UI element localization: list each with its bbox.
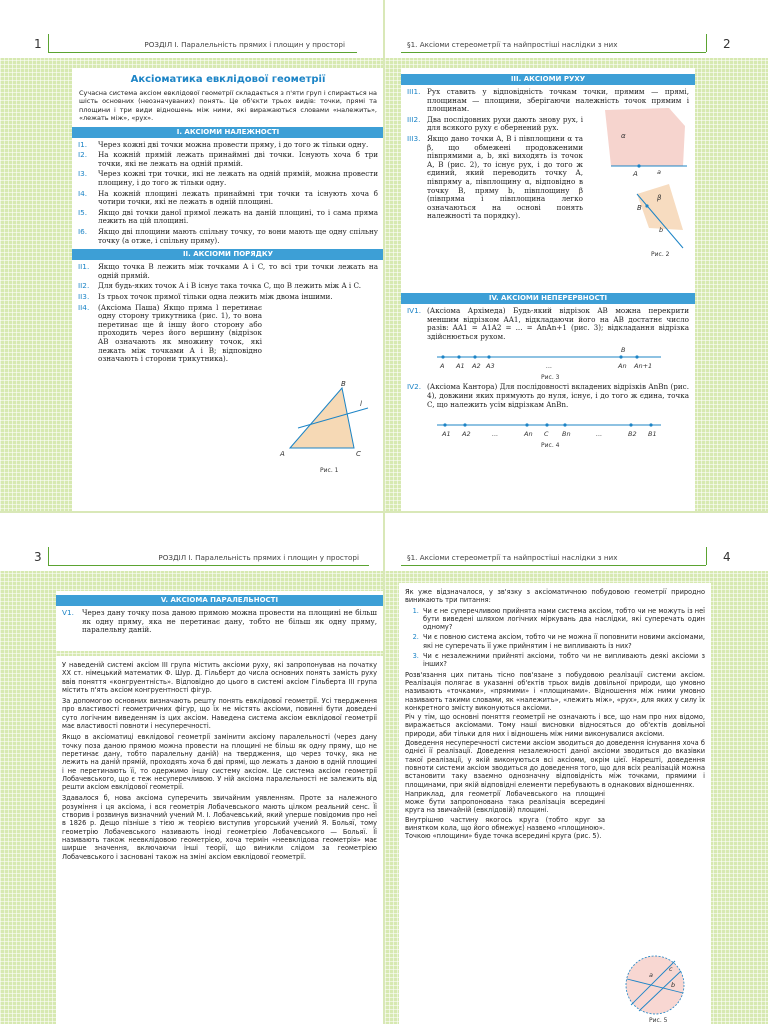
point-mark [649,424,652,427]
point-mark [463,424,466,427]
page-4 [385,513,768,1024]
fig5-label-c: c [669,965,673,973]
axiom-v1 [56,609,383,635]
paragraph: Внутрішню частину якогось круга (тобто круг за винятком кола, що його обмежує) назвемо «площиною». Точкою «площини» буде точка всередині круга (рис. 5). [405,815,605,841]
axiom-item [72,304,268,364]
point-mark [629,424,632,427]
question-item: 3. Чи є незалежними прийняті аксіоми, тобто чи не випливають деякі аксіоми з інших? [421,652,705,669]
point-label: A [440,362,445,371]
fig2-label-b-ray: b [659,226,664,234]
axiom-item [72,151,383,168]
page-header [385,513,768,571]
axiom-label: II4. [78,302,90,312]
point-label: ... [596,430,603,439]
page-number: 2 [723,37,731,51]
axiom-text: На кожній площині лежать принаймні три точки та існують хоча б чотири точки, які не лежать в одній площині. [98,188,378,207]
fig2-label-b: B [637,204,642,212]
page-header [0,0,383,58]
page-number: 3 [34,550,42,564]
page-number: 4 [723,550,731,564]
axiom-text: Із трьох точок прямої тільки одна лежить між двома іншими. [98,291,333,301]
point-label: C [544,430,549,439]
paragraph: Здавалося б, нова аксіома суперечить звичайним уявленням. Проте за належного розуміння і ця аксіома, і вся геометрія Лобачевського мають цілком реальний сенс. Її створив і розвинув визначний учений М. І. Лобачевський, який уперше повідомив про неї в 1826 р. Дещо пізніше з тією ж теорією виступив угорський учений Я. Больяї, тому геометрію Лобачевського називають іноді геометрією Лобачевського — Больяї. Її називають також неевклідовою геометрією, хоча термін «неевклідова геометрія» має ширше значення, включаючи інші теорії, що виникли слідом за геометрією Лобачевського і засновані також на зміні аксіом евклідової геометрії. [62,794,377,861]
figure-4 [431,411,671,449]
axiom-item [72,170,383,187]
fig1-label-a: A [280,450,285,458]
axiom-label: III3. [407,133,421,143]
question-item: 2. Чи є повною система аксіом, тобто чи не можна її поповнити новими аксіомами, які не суперечать її уже прийнятим і не випливають із них? [421,633,705,650]
axiom-text: (Аксіома Кантора) Для послідовності вкладених відрізків AnBn (рис. 4), довжини яких прямують до нуля, існує, і до того ж єдина, точка C, що належить усім відрізкам AnBn. [427,382,689,409]
axiom-item [401,307,695,341]
paragraph: Якщо в аксіоматиці евклідової геометрії замінити аксіому паралельності (через дану точку поза даною прямою можна провести на площині не більш як одну пряму, що не перетинає дану, тобто паралельну даній) на твердження, що через точку, яка не лежить на даній прямій, проходять хоча б дві прямі, що лежать з даною в одній площині і не перетинають її, то одержимо іншу систему аксіом. Це система аксіом геометрії Лобачевського, що є теж несуперечливою. У ній аксіома паралельності не залежить від решти аксіом евклідової геометрії. [62,733,377,792]
header-title: §1. Аксіоми стереометрії та найпростіші наслідки з них [407,40,618,49]
point-label-b: B [621,346,626,355]
figure-5 [609,955,705,1023]
axiom-text: Якщо дано точки A, B і півплощини α та β, що обмежені продовженими півпрямими a, b, які виходять із точок A, B (рис. 2), то існує рух, і до того ж єдиний, який переводить точку A, півпряму a, півплощину α, відповідно в точку B, пряму b, півплощину β (півпряма і півплощина легко означаються на основі понять належності та порядку). [427,133,583,221]
point-label: An [618,362,627,371]
axiom-item [72,228,383,245]
axiom-text: (Аксіома Архімеда) Будь-який відрізок AB можна перекрити меншим відрізком AA1, відкладаючи його на AB достатнє число разів: AA1 = A1A2 = ... = AnAn+1 (рис. 3); відкладання відрізка здійснюється рухом. [427,306,689,341]
header-title: §1. Аксіоми стереометрії та найпростіші наслідки з них [407,553,618,562]
axiom-text: Якщо точка B лежить між точками A і C, то всі три точки лежать на одній прямій. [98,262,378,280]
point-mark [441,356,444,359]
figure-caption: Рис. 3 [541,374,560,382]
paragraph: У наведеній системі аксіом III група містить аксіоми руху, які запропонував на початку XX ст. німецький математик Ф. Шур. Д. Гільберт до числа основних понять замість руху ввів поняття «конгруентність». Відповідно до цього в системі аксіом Гільберта III група містить п'ять аксіом конгруентності фігур. [62,661,377,694]
axiom-item [401,135,589,221]
point-mark [619,356,622,359]
content-box [72,68,383,511]
axiom-text: На кожній прямій лежать принаймні дві точки. Існують хоча б три точки, які не лежать на одній прямій. [98,150,378,168]
point-label: A3 [486,362,495,371]
text-box [56,656,383,1024]
section-bar: IV. АКСІОМИ НЕПЕРЕРВНОСТІ [401,293,695,304]
axiom-label: I6. [78,226,88,236]
axiom-text: Через кожні дві точки можна провести пряму, і до того ж тільки одну. [98,139,369,149]
axiom-text: Якщо дві точки даної прямої лежать на даній площині, то і сама пряма лежить на цій площині. [98,207,378,226]
axiom-item [72,293,383,302]
figure-caption: Рис. 4 [541,442,560,450]
axiom-label: II2. [78,281,90,291]
axiom-label: III2. [407,114,421,124]
fig1-label-l: l [360,400,362,408]
point-mark [563,424,566,427]
fig1-label-c: C [356,450,361,458]
axiom-label: IV2. [407,382,422,392]
axiom-label: I3. [78,169,88,179]
axiom-item [72,141,383,150]
page-1 [0,0,383,511]
axiom-item [72,263,383,280]
axiom-box [56,591,383,651]
text-box [399,583,711,1024]
point-label: A2 [472,362,481,371]
axiom-item [72,209,383,226]
paragraph: За допомогою основних визначають решту понять евклідової геометрії. Усі твердження про властивості геометричних фігур, що їх не містять аксіоми, повинні бути доведені суто логічним виведенням із цих аксіом. Наведена система аксіом евклідової геометрії має властивості повноти і несуперечності. [62,697,377,731]
page-header [385,0,768,58]
point-label: B2 [628,430,637,439]
point-mark [473,356,476,359]
figure-3 [431,343,671,383]
axiom-label: I4. [78,188,88,198]
axiom-text: Два послідовних рухи дають знову рух, і для всякого руху є обернений рух. [427,114,583,133]
axiom-item [401,383,695,409]
section-bar: II. АКСІОМИ ПОРЯДКУ [72,249,383,260]
axiom-item [72,190,383,207]
paragraph: Наприклад, для геометрії Лобачевського на площині може бути запропонована така реалізація всередині круга на звичайній (евклідовій) площині. [405,789,605,815]
fig2-beta: β [657,194,662,202]
question-item: 1. Чи є не суперечливою прийнята нами система аксіом, тобто чи не можуть із неї бути виведені шляхом логічних міркувань два наслідки, які суперечать один одному? [421,607,705,632]
intro-text: Сучасна система аксіом евклідової геометрії складається з п'яти груп і спирається на шість основних (неозначуваних) понять. Це об'єкти трьох видів: точки, прямі та площини і три види відношень між ними, які виражаються словами «належить», «лежать між», «рух». [79,89,377,123]
section-bar: I. АКСІОМИ НАЛЕЖНОСТІ [72,127,383,138]
point-mark [487,356,490,359]
axiom-item [72,282,383,291]
point-mark [443,424,446,427]
point-label: A1 [442,430,451,439]
figure-caption: Рис. 2 [651,251,670,258]
page-number: 1 [34,37,42,51]
fig1-label-b: B [341,380,346,388]
wrap-paragraph [405,790,605,841]
point-mark [525,424,528,427]
fig2-label-a: A [633,170,638,178]
header-title: РОЗДІЛ І. Паралельність прямих і площин у просторі [158,553,359,562]
figure-caption: Рис. 1 [320,467,339,474]
point-mark [545,424,548,427]
page-3 [0,513,383,1024]
section-bar: III. АКСІОМИ РУХУ [401,74,695,85]
content-box [401,68,695,511]
axiom-label: III1. [407,87,421,96]
axiom-text: (Аксіома Паша) Якщо пряма l перетинає одну сторону трикутника (рис. 1), то вона перетинає ще й іншу його сторону або проходить через його вершину (відрізок AB означають як множину точок, які лежать між точками A і B; відповідно означають і сторони трикутника). [98,302,262,364]
axiom-text: Для будь-яких точок A і B існує така точка C, що B лежить між A і C. [98,281,362,291]
page-header [0,513,383,571]
axiom-label: I1. [78,139,88,149]
axiom-text: Через дану точку поза даною прямою можна провести на площині не більш як одну пряму, яка не перетинає дану, тобто не більш як одну пряму, паралельну даній. [82,608,377,635]
point-label: B1 [648,430,657,439]
point-label: A2 [462,430,471,439]
intro-paragraph: Як уже відзначалося, у зв'язку з аксіоматичною побудовою геометрії природно виникають три питання: [405,588,705,605]
point-label: A1 [456,362,465,371]
point-label: An [524,430,533,439]
axiom-label: I2. [78,150,88,160]
point-mark [457,356,460,359]
fig2-label-a-ray: a [657,168,661,176]
axiom-label: I5. [78,207,88,217]
axiom-label: IV1. [407,306,422,315]
section-title: Аксіоматика евклідової геометрії [130,74,326,85]
figure-2 [597,108,693,258]
point-label: ... [546,362,553,371]
paragraph: Доведення несуперечності системи аксіом зводиться до доведення існування хоча б однієї її реалізації. Доведення незалежності даної аксіоми зводиться до вказівки такої реалізації, у якій виконуються всі аксіоми, окрім цієї. Нарешті, доведення повноти системи аксіом зводиться до доведення того, що для всіх реалізацій можна встановити таку взаємно однозначну відповідність між точками, прямими і площинами, при якій відповідні елементи перебувають в однакових відношеннях. [405,739,705,789]
axiom-text: Рух ставить у відповідність точкам точки, прямим — прямі, площинам — площини, зберігаючи належність точок прямим і площинам. [427,87,689,114]
point-label: ... [492,430,499,439]
figure-1 [268,380,378,480]
point-label: An+1 [634,362,653,371]
header-title: РОЗДІЛ І. Паралельність прямих і площин у просторі [144,40,345,49]
paragraph: Розв'язання цих питань тісно пов'язане з побудовою реалізації системи аксіом. Реалізація полягає в указанні об'єктів трьох видів довільної природи, що умовно називають «точками», «прямими» і «площинами». Відношення між ними умовно називають такими словами, як «належить», «лежить між», «рух», для яких у силу їх конкретного змісту виконуються аксіоми. [405,670,705,712]
axiom-label: II3. [78,291,90,301]
axiom-label: II1. [78,262,90,272]
point-mark [635,356,638,359]
point-label: Bn [562,430,571,439]
axiom-text: Через кожні три точки, які не лежать на одній прямій, можна провести площину, і до того ж тільки одну. [98,169,378,187]
fig5-label-a: a [649,971,653,979]
paragraph: Річ у тім, що основні поняття геометрії не означають і все, що нам про них відомо, виражається аксіомами. Тому наші висновки відносяться до об'єктів довільної природи, аби тільки для них і відношень між ними виконувалися аксіоми. [405,713,705,738]
page-2 [385,0,768,511]
axiom-label: V1. [62,608,74,617]
section-bar: V. АКСІОМА ПАРАЛЕЛЬНОСТІ [56,595,383,606]
fig2-alpha: α [621,132,626,140]
axiom-item [401,116,589,133]
axiom-text: Якщо дві площини мають спільну точку, то вони мають ще одну спільну точку (а отже, і спільну пряму). [98,226,378,245]
questions-list [421,607,705,669]
figure-caption: Рис. 5 [649,1017,668,1023]
fig5-label-b: b [671,981,676,989]
